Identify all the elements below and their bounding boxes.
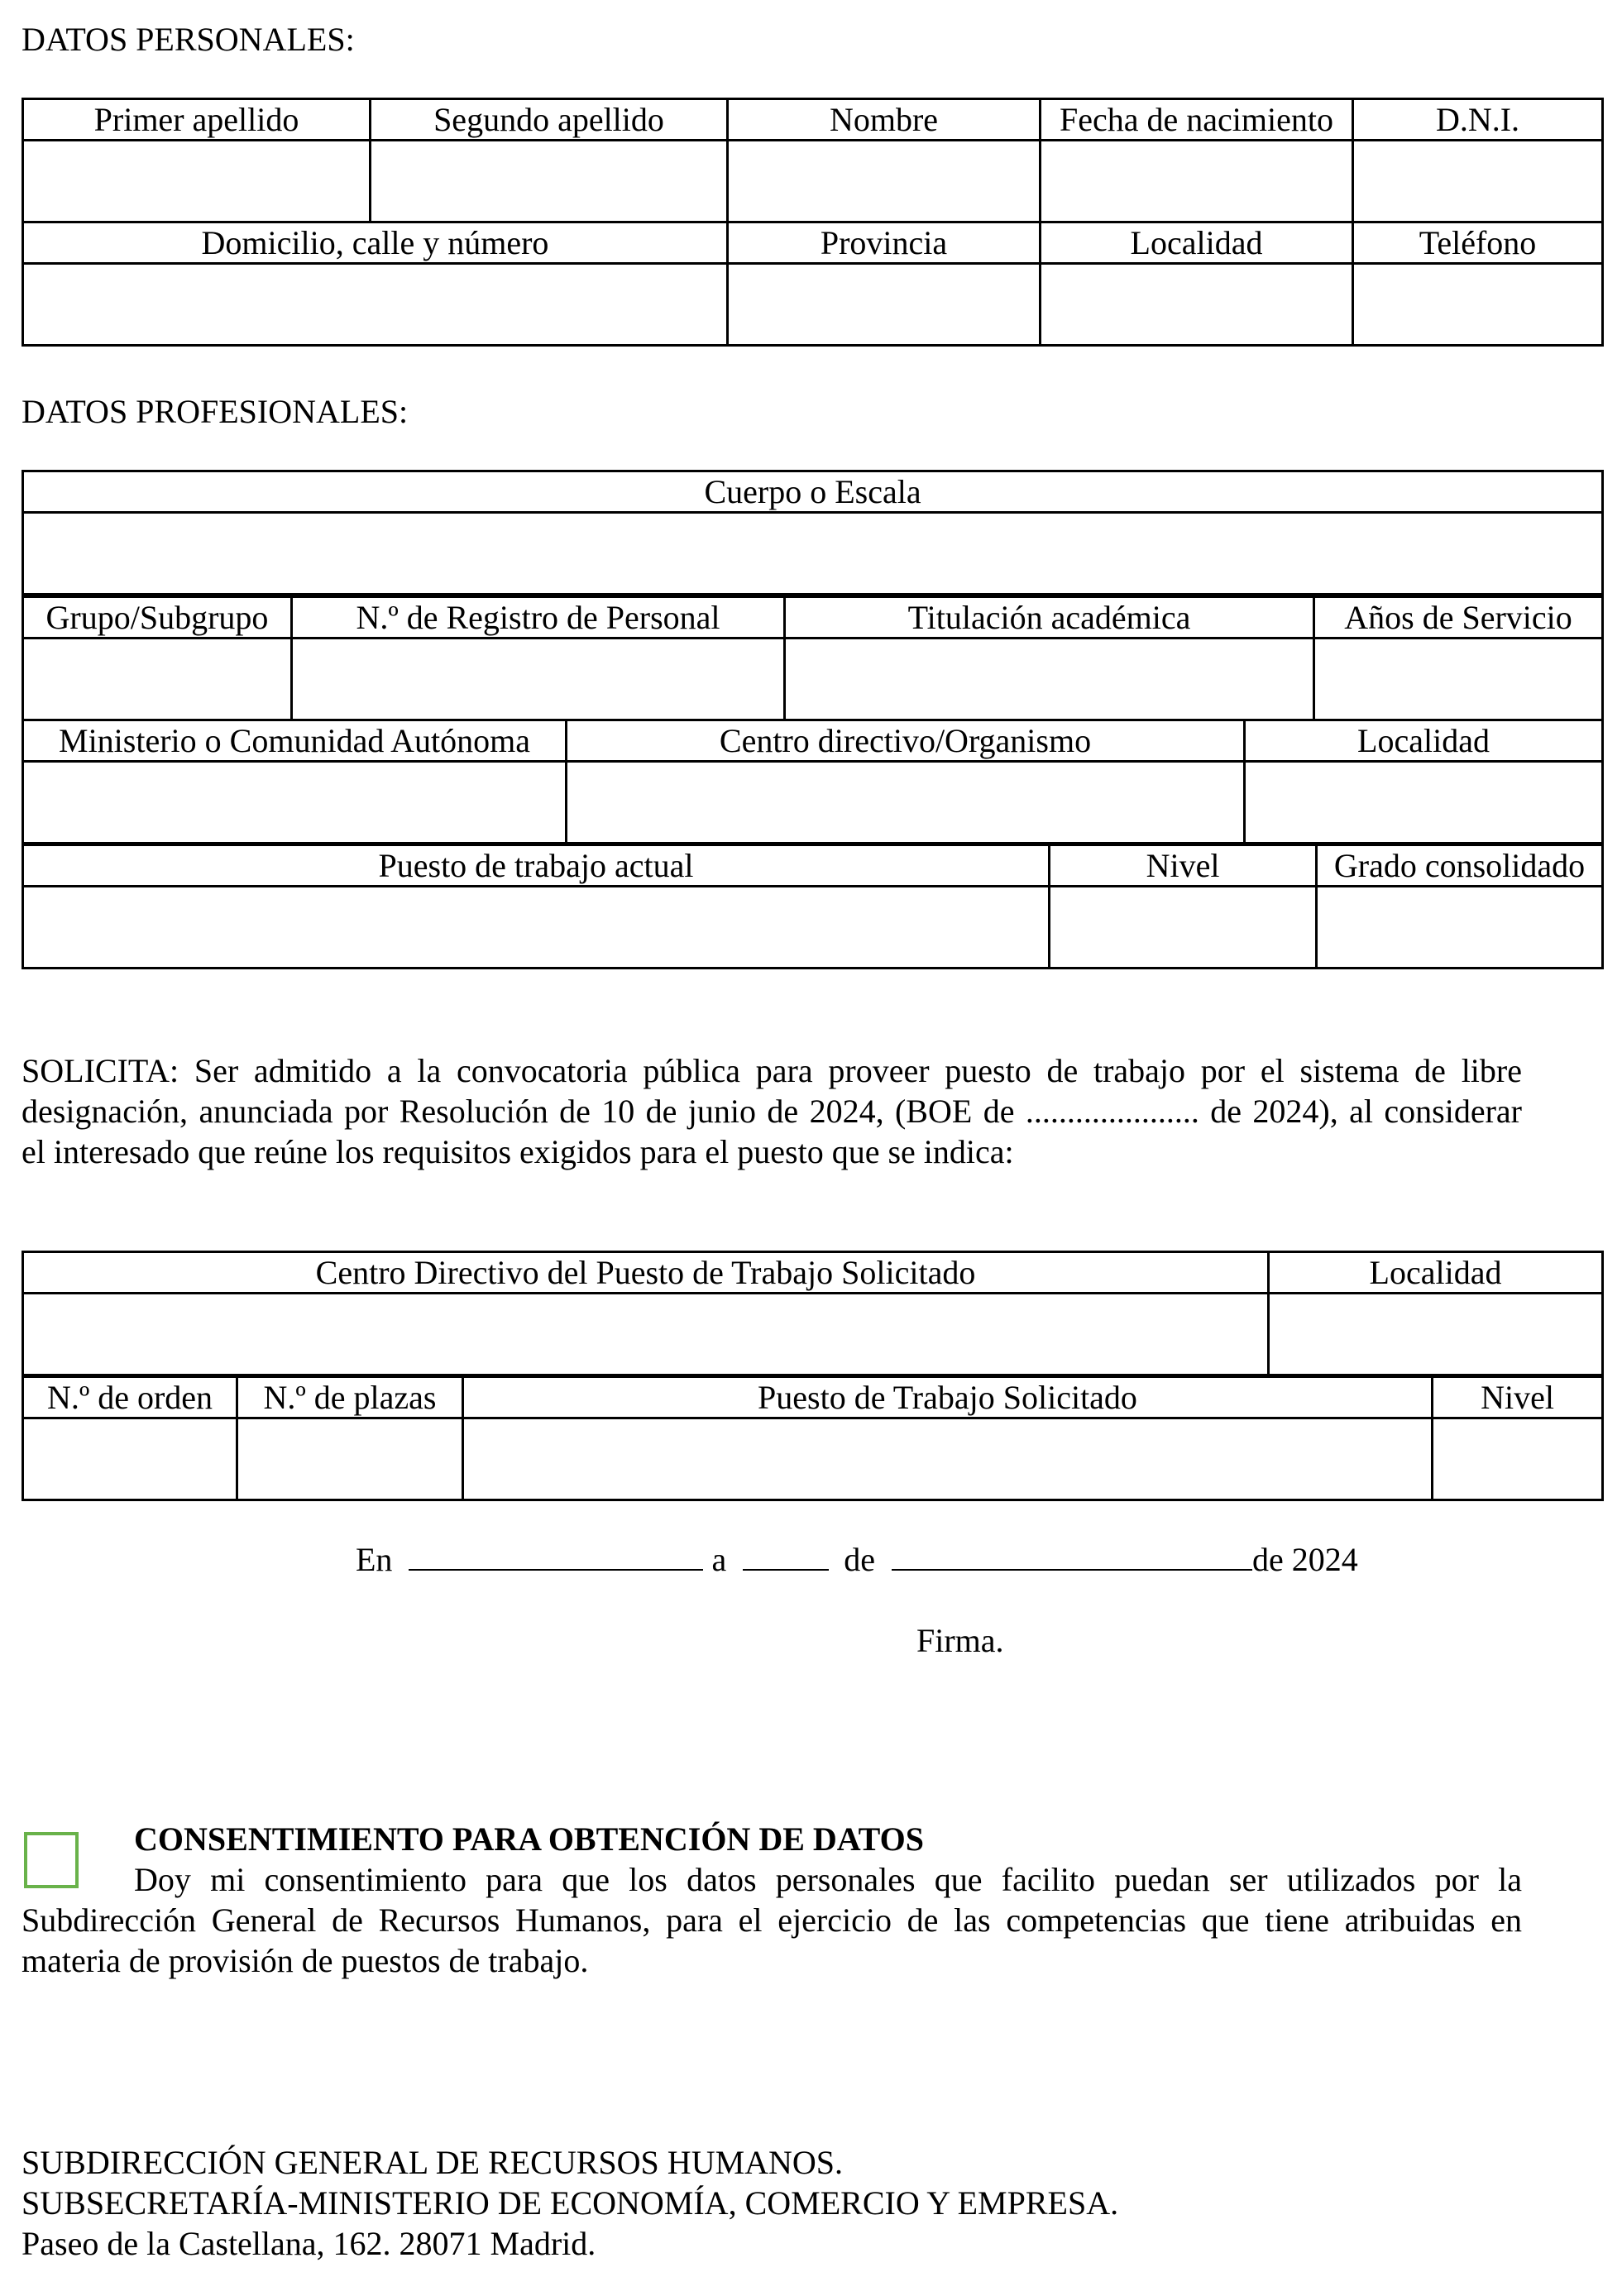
consent-line: materia de provisión de puestos de trabajo. [22,1942,589,1979]
label-provincia: Provincia [728,222,1041,264]
field-cuerpo-escala[interactable] [23,513,1603,595]
personal-data-heading: DATOS PERSONALES: [22,21,355,58]
requested-position-table [22,1251,1604,1376]
field-telefono[interactable] [1353,264,1603,346]
label-segundo-apellido: Segundo apellido [371,99,728,141]
field-segundo-apellido[interactable] [371,141,728,222]
footer-line: Paseo de la Castellana, 162. 28071 Madrid. [22,2225,596,2262]
field-nivel-actual[interactable] [1050,887,1317,969]
field-titulacion[interactable] [785,639,1314,720]
field-nombre[interactable] [728,141,1041,222]
field-grupo-subgrupo[interactable] [23,639,292,720]
field-centro-directivo[interactable] [567,762,1245,844]
label-nombre: Nombre [728,99,1041,141]
consent-line: Doy mi consentimiento para que los datos personales que facilito puedan ser utilizados por la [134,1861,1522,1898]
field-centro-solicitado[interactable] [23,1294,1269,1375]
professional-row-ministerio [22,719,1604,844]
label-localidad-profesional: Localidad [1245,720,1603,762]
footer-line: SUBSECRETARÍA-MINISTERIO DE ECONOMÍA, COMERCIO Y EMPRESA. [22,2184,1119,2222]
field-primer-apellido[interactable] [23,141,371,222]
field-puesto-solicitado[interactable] [463,1418,1433,1500]
label-nivel-actual: Nivel [1050,845,1317,887]
label-anos-servicio: Años de Servicio [1314,597,1603,639]
field-localidad-profesional[interactable] [1245,762,1603,844]
field-numero-orden[interactable] [23,1418,237,1500]
consent-line: Subdirección General de Recursos Humanos, para el ejercicio de las competencias que tiene atribuidas en [22,1901,1522,1939]
date-en-label: En [356,1541,393,1578]
label-numero-plazas: N.º de plazas [237,1377,463,1418]
date-day-blank[interactable] [743,1541,829,1571]
label-domicilio: Domicilio, calle y número [23,222,728,264]
label-dni: D.N.I. [1353,99,1603,141]
label-telefono: Teléfono [1353,222,1603,264]
footer-address [22,2142,1118,2264]
label-centro-solicitado: Centro Directivo del Puesto de Trabajo Solicitado [23,1252,1269,1294]
solicita-paragraph [22,1050,1522,1172]
solicita-line: SOLICITA: Ser admitido a la convocatoria pública para proveer puesto de trabajo por el sistema de libre [22,1052,1522,1089]
professional-row-grupo [22,596,1604,721]
label-puesto-actual: Puesto de trabajo actual [23,845,1050,887]
label-fecha-nacimiento: Fecha de nacimiento [1041,99,1353,141]
professional-data-heading: DATOS PROFESIONALES: [22,393,409,430]
label-puesto-solicitado: Puesto de Trabajo Solicitado [463,1377,1433,1418]
field-nivel-solicitado[interactable] [1433,1418,1603,1500]
date-year-label: de 2024 [1251,1541,1358,1578]
date-de-label: de [844,1541,875,1578]
field-domicilio[interactable] [23,264,728,346]
signature-label: Firma. [916,1622,1004,1659]
label-centro-directivo: Centro directivo/Organismo [567,720,1245,762]
label-numero-orden: N.º de orden [23,1377,237,1418]
field-puesto-actual[interactable] [23,887,1050,969]
personal-data-table [22,98,1604,347]
date-place-blank[interactable] [409,1541,703,1571]
label-localidad-solicitada: Localidad [1269,1252,1603,1294]
field-registro-personal[interactable] [292,639,785,720]
field-ministerio[interactable] [23,762,567,844]
label-localidad: Localidad [1041,222,1353,264]
footer-line: SUBDIRECCIÓN GENERAL DE RECURSOS HUMANOS. [22,2144,844,2181]
label-titulacion: Titulación académica [785,597,1314,639]
date-a-label: a [711,1541,727,1578]
solicita-line: el interesado que reúne los requisitos exigidos para el puesto que se indica: [22,1133,1014,1170]
professional-data-table [22,470,1604,596]
date-month-blank[interactable] [892,1541,1252,1571]
field-anos-servicio[interactable] [1314,639,1603,720]
consent-title: CONSENTIMIENTO PARA OBTENCIÓN DE DATOS [134,1820,924,1858]
date-line [356,1540,1358,1579]
label-grupo-subgrupo: Grupo/Subgrupo [23,597,292,639]
field-provincia[interactable] [728,264,1041,346]
field-dni[interactable] [1353,141,1603,222]
label-registro-personal: N.º de Registro de Personal [292,597,785,639]
field-localidad-solicitada[interactable] [1269,1294,1603,1375]
solicita-line: designación, anunciada por Resolución de 10 de junio de 2024, (BOE de ..................... de 2024), al considerar [22,1093,1522,1130]
label-ministerio: Ministerio o Comunidad Autónoma [23,720,567,762]
consent-paragraph [22,1859,1522,1981]
field-localidad[interactable] [1041,264,1353,346]
professional-row-puesto [22,844,1604,969]
field-fecha-nacimiento[interactable] [1041,141,1353,222]
requested-position-row2 [22,1375,1604,1501]
label-primer-apellido: Primer apellido [23,99,371,141]
label-nivel-solicitado: Nivel [1433,1377,1603,1418]
label-grado-consolidado: Grado consolidado [1317,845,1603,887]
field-grado-consolidado[interactable] [1317,887,1603,969]
label-cuerpo-escala: Cuerpo o Escala [23,471,1603,513]
field-numero-plazas[interactable] [237,1418,463,1500]
